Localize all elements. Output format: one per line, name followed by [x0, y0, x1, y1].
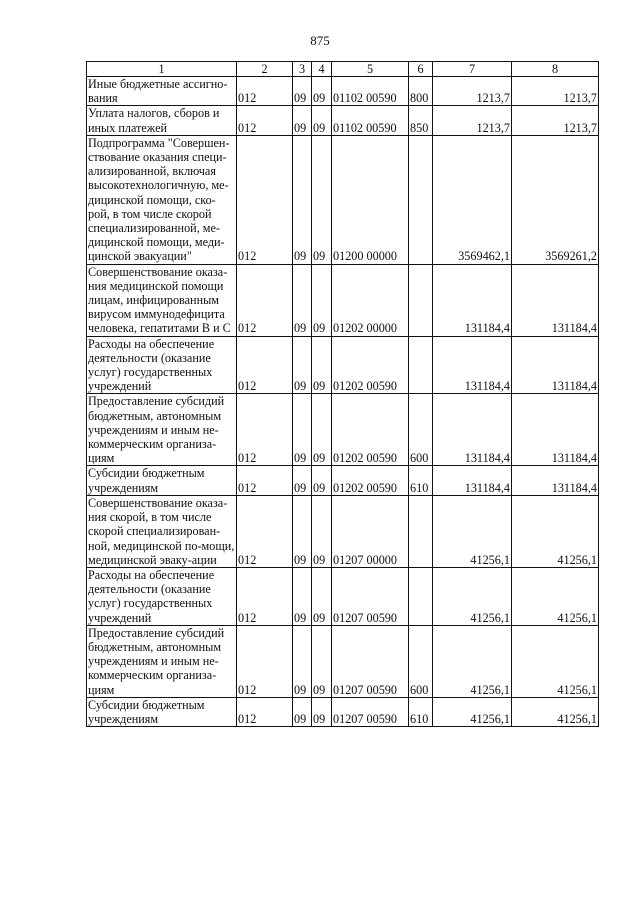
column-header: 1 — [87, 62, 237, 77]
expense-type-code: 850 — [409, 106, 433, 135]
column-header: 7 — [433, 62, 512, 77]
section-code: 09 — [293, 495, 312, 567]
subsection-code: 09 — [312, 466, 332, 495]
row-name: Расходы на обеспечение деятельности (оказание услуг) государственных учреждений — [87, 336, 237, 394]
section-code: 09 — [293, 394, 312, 466]
row-name: Расходы на обеспечение деятельности (оказание услуг) государственных учреждений — [87, 567, 237, 625]
row-name: Субсидии бюджетным учреждениям — [87, 466, 237, 495]
section-code: 09 — [293, 336, 312, 394]
amount-col7: 41256,1 — [433, 567, 512, 625]
target-article-code: 01200 00000 — [332, 135, 409, 264]
amount-col8: 41256,1 — [512, 567, 599, 625]
budget-table — [86, 61, 599, 727]
section-code: 09 — [293, 625, 312, 697]
target-article-code: 01202 00000 — [332, 264, 409, 336]
expense-type-code — [409, 264, 433, 336]
table-row — [87, 495, 599, 567]
subsection-code: 09 — [312, 264, 332, 336]
target-article-code: 01207 00590 — [332, 625, 409, 697]
amount-col7: 1213,7 — [433, 106, 512, 135]
table-row — [87, 336, 599, 394]
ministry-code: 012 — [237, 466, 293, 495]
amount-col8: 131184,4 — [512, 336, 599, 394]
ministry-code: 012 — [237, 625, 293, 697]
amount-col7: 1213,7 — [433, 77, 512, 106]
page-number: 875 — [310, 33, 330, 48]
column-header: 5 — [332, 62, 409, 77]
ministry-code: 012 — [237, 106, 293, 135]
target-article-code: 01207 00590 — [332, 567, 409, 625]
section-code: 09 — [293, 567, 312, 625]
expense-type-code: 800 — [409, 77, 433, 106]
amount-col8: 131184,4 — [512, 394, 599, 466]
ministry-code: 012 — [237, 77, 293, 106]
section-code: 09 — [293, 466, 312, 495]
target-article-code: 01102 00590 — [332, 77, 409, 106]
target-article-code: 01102 00590 — [332, 106, 409, 135]
section-code: 09 — [293, 106, 312, 135]
subsection-code: 09 — [312, 77, 332, 106]
row-name: Уплата налогов, сборов и иных платежей — [87, 106, 237, 135]
target-article-code: 01202 00590 — [332, 336, 409, 394]
table-row — [87, 106, 599, 135]
column-header: 8 — [512, 62, 599, 77]
table-row — [87, 567, 599, 625]
row-name: Совершенствование оказа-ния медицинской помощи лицам, инфицированным вирусом иммунодефицита человека, гепатитами В и С — [87, 264, 237, 336]
target-article-code: 01202 00590 — [332, 466, 409, 495]
row-name: Субсидии бюджетным учреждениям — [87, 697, 237, 726]
table-row — [87, 466, 599, 495]
amount-col7: 131184,4 — [433, 336, 512, 394]
table-row — [87, 697, 599, 726]
section-code: 09 — [293, 77, 312, 106]
row-name: Совершенствование оказа-ния скорой, в том числе скорой специализирован-ной, медицинской по-мощи, медицинской эваку-ации — [87, 495, 237, 567]
row-name: Предоставление субсидий бюджетным, автономным учреждениям и иным не-коммерческим организа-циям — [87, 625, 237, 697]
table-row — [87, 135, 599, 264]
section-code: 09 — [293, 135, 312, 264]
amount-col8: 1213,7 — [512, 106, 599, 135]
amount-col8: 41256,1 — [512, 495, 599, 567]
subsection-code: 09 — [312, 394, 332, 466]
table-row — [87, 394, 599, 466]
subsection-code: 09 — [312, 567, 332, 625]
amount-col8: 131184,4 — [512, 466, 599, 495]
subsection-code: 09 — [312, 135, 332, 264]
ministry-code: 012 — [237, 394, 293, 466]
row-name: Подпрограмма "Совершен-ствование оказания специ-ализированной, включая высокотехнологичную, ме-дицинской помощи, ско-рой, в том числе скорой специализированной, ме-дицинской помощи, меди-цинской эвакуации" — [87, 135, 237, 264]
ministry-code: 012 — [237, 336, 293, 394]
amount-col8: 41256,1 — [512, 697, 599, 726]
expense-type-code: 610 — [409, 466, 433, 495]
amount-col7: 131184,4 — [433, 466, 512, 495]
ministry-code: 012 — [237, 264, 293, 336]
expense-type-code: 600 — [409, 625, 433, 697]
expense-type-code — [409, 495, 433, 567]
column-header: 3 — [293, 62, 312, 77]
column-header: 6 — [409, 62, 433, 77]
table-row — [87, 264, 599, 336]
subsection-code: 09 — [312, 495, 332, 567]
amount-col8: 3569261,2 — [512, 135, 599, 264]
header-row — [87, 62, 599, 77]
section-code: 09 — [293, 264, 312, 336]
amount-col7: 41256,1 — [433, 625, 512, 697]
subsection-code: 09 — [312, 106, 332, 135]
amount-col7: 41256,1 — [433, 697, 512, 726]
subsection-code: 09 — [312, 625, 332, 697]
row-name: Иные бюджетные ассигно-вания — [87, 77, 237, 106]
amount-col7: 131184,4 — [433, 264, 512, 336]
expense-type-code — [409, 135, 433, 264]
expense-type-code — [409, 567, 433, 625]
ministry-code: 012 — [237, 567, 293, 625]
target-article-code: 01207 00590 — [332, 697, 409, 726]
expense-type-code — [409, 336, 433, 394]
column-header: 4 — [312, 62, 332, 77]
subsection-code: 09 — [312, 336, 332, 394]
expense-type-code: 610 — [409, 697, 433, 726]
target-article-code: 01202 00590 — [332, 394, 409, 466]
amount-col7: 3569462,1 — [433, 135, 512, 264]
column-header: 2 — [237, 62, 293, 77]
expense-type-code: 600 — [409, 394, 433, 466]
amount-col8: 131184,4 — [512, 264, 599, 336]
amount-col8: 41256,1 — [512, 625, 599, 697]
amount-col8: 1213,7 — [512, 77, 599, 106]
subsection-code: 09 — [312, 697, 332, 726]
target-article-code: 01207 00000 — [332, 495, 409, 567]
table-row — [87, 77, 599, 106]
amount-col7: 41256,1 — [433, 495, 512, 567]
amount-col7: 131184,4 — [433, 394, 512, 466]
section-code: 09 — [293, 697, 312, 726]
ministry-code: 012 — [237, 495, 293, 567]
row-name: Предоставление субсидий бюджетным, автономным учреждениям и иным не-коммерческим организа-циям — [87, 394, 237, 466]
ministry-code: 012 — [237, 135, 293, 264]
table-row — [87, 625, 599, 697]
ministry-code: 012 — [237, 697, 293, 726]
